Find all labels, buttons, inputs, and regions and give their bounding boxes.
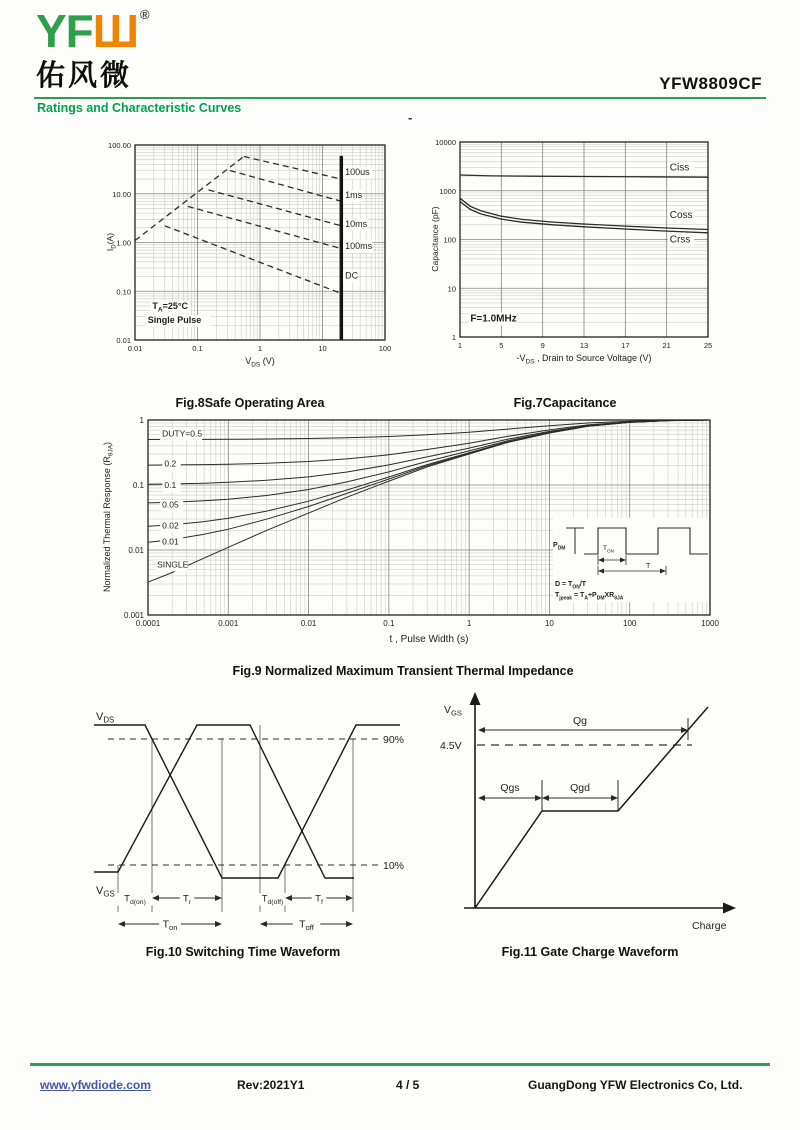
svg-text:0.01: 0.01: [162, 536, 179, 547]
svg-text:Qg: Qg: [572, 715, 588, 727]
soa-caption: Fig.8Safe Operating Area: [175, 396, 325, 410]
svg-text:DUTY=0.5: DUTY=0.5: [162, 428, 203, 439]
svg-text:10ms: 10ms: [345, 218, 368, 229]
thermal-impedance-chart: [98, 404, 740, 656]
svg-text:DC: DC: [345, 270, 359, 281]
svg-text:Single Pulse: Single Pulse: [147, 314, 202, 325]
capacitance-caption: Fig.7Capacitance: [513, 396, 617, 410]
svg-text:1.00: 1.00: [116, 238, 131, 248]
part-number: YFW8809CF: [659, 74, 762, 93]
svg-text:9: 9: [540, 341, 545, 350]
website-link[interactable]: www.yfwdiode.com: [40, 1078, 151, 1092]
svg-text:0.01: 0.01: [116, 336, 131, 345]
svg-text:Tjpeak = TA+PDMXRθJA: $T_{jpeak} = T_A+P_{DM}XR_{\theta JA}$: [555, 592, 624, 602]
svg-text:100.00: 100.00: [108, 141, 131, 150]
svg-text:Capacitance (pF): Capacitance (pF): [430, 206, 440, 272]
svg-text:1000: 1000: [701, 619, 719, 628]
svg-text:0.10: 0.10: [116, 287, 131, 297]
svg-text:25: 25: [703, 341, 713, 350]
svg-text:Ciss: Ciss: [669, 162, 690, 174]
svg-text:Crss: Crss: [669, 234, 691, 246]
svg-text:ID(A): $I_D(A)$: [105, 232, 118, 252]
logo-text-yf: YF: [36, 5, 93, 57]
svg-text:0.01: 0.01: [127, 344, 143, 353]
svg-text:10: 10: [447, 284, 456, 294]
revision-text: Rev:2021Y1: [237, 1078, 305, 1092]
soa-chart: [100, 137, 400, 369]
gate-charge-diagram: [430, 688, 750, 943]
svg-text:Charge: Charge: [692, 920, 727, 932]
svg-text:0.2: 0.2: [164, 458, 177, 469]
svg-text:Tf: $T_f$: [315, 893, 323, 906]
company-name: GuangDong YFW Electronics Co, Ltd.: [528, 1078, 743, 1092]
svg-text:1ms: 1ms: [345, 189, 363, 200]
svg-text:VGS: $V_{GS}$: [444, 704, 462, 718]
svg-text:Tr: $T_r$: [182, 893, 192, 906]
logo: [36, 5, 149, 57]
switching-waveform-diagram: [88, 700, 410, 942]
switching-caption: Fig.10 Switching Time Waveform: [145, 945, 341, 959]
svg-text:10000: 10000: [435, 138, 456, 147]
gate-charge-caption: Fig.11 Gate Charge Waveform: [501, 945, 679, 959]
svg-text:T: T: [646, 563, 651, 570]
svg-text:10: 10: [544, 619, 554, 628]
svg-text:1000: 1000: [439, 186, 456, 196]
svg-text:0.01: 0.01: [300, 619, 317, 628]
capacitance-chart: [430, 134, 730, 366]
svg-text:100: 100: [443, 235, 456, 245]
stray-mark: -: [408, 110, 413, 125]
svg-text:10.00: 10.00: [112, 189, 131, 199]
footer-rule: [30, 1063, 770, 1066]
svg-text:1: 1: [139, 416, 144, 425]
svg-text:0.1: 0.1: [192, 344, 203, 353]
svg-text:D = TON/T: $D = T_{ON}/T$: [555, 581, 587, 591]
svg-text:1: 1: [451, 333, 456, 342]
svg-text:0.1: 0.1: [164, 480, 177, 490]
svg-text:10%: 10%: [383, 860, 405, 872]
logo-text-w: Ш: [92, 5, 139, 57]
svg-text:Coss: Coss: [669, 209, 693, 221]
svg-text:Toff: $T_{off}$: [299, 918, 314, 932]
svg-text:SINGLE: SINGLE: [157, 559, 189, 570]
svg-text:0.05: 0.05: [162, 499, 179, 510]
svg-text:100us: 100us: [345, 166, 370, 177]
svg-text:Ton: $T_{on}$: [162, 918, 178, 932]
registered-trademark-icon: ®: [140, 7, 149, 22]
svg-text:0.01: 0.01: [128, 546, 144, 555]
svg-text:100ms: 100ms: [345, 240, 373, 251]
header-rule: [34, 97, 766, 99]
svg-text:0.001: 0.001: [218, 619, 239, 628]
svg-text:21: 21: [662, 341, 671, 350]
thermal-caption: Fig.9 Normalized Maximum Transient Thermal Impedance: [232, 664, 574, 678]
svg-text:0.02: 0.02: [162, 520, 179, 531]
svg-text:1: 1: [457, 341, 463, 350]
page-number: 4 / 5: [396, 1078, 420, 1092]
svg-text:VDS: $V_{DS}$: [96, 711, 115, 725]
svg-text:13: 13: [579, 341, 589, 350]
svg-text:Qgs: Qgs: [500, 782, 520, 794]
svg-text:1: 1: [466, 619, 472, 628]
svg-text:TON: $T_{ON}$: [603, 545, 615, 554]
svg-text:100: 100: [623, 619, 637, 628]
svg-text:Qgd: Qgd: [570, 782, 590, 794]
section-title: Ratings and Characteristic Curves: [37, 101, 242, 115]
svg-text:0.1: 0.1: [383, 619, 395, 628]
svg-text:1: 1: [257, 344, 263, 353]
svg-text:Td(off): $T_{d(off)}$: [261, 893, 284, 906]
svg-text:VDS (V): $V_{DS}$ (V): [245, 356, 275, 369]
svg-text:0.0001: 0.0001: [135, 619, 161, 628]
svg-text:Normalized Thermal Response (R: Normalized Thermal Response $(R_{\theta JA})$: [102, 441, 115, 593]
svg-text:PDM: $P_{DM}$: [553, 542, 566, 552]
logo-chinese: 佑风微: [36, 60, 133, 92]
svg-text:0.001: 0.001: [123, 611, 144, 620]
svg-text:VGS: $V_{GS}$: [96, 885, 115, 899]
svg-text:4.5V: 4.5V: [440, 740, 462, 752]
svg-text:17: 17: [621, 341, 630, 350]
svg-text:t , Pulse Width (s): t , Pulse Width (s): [389, 634, 469, 645]
svg-text:90%: 90%: [383, 734, 405, 746]
svg-text:100: 100: [378, 344, 392, 353]
svg-text:10: 10: [318, 344, 327, 353]
svg-text:5: 5: [499, 341, 504, 350]
svg-text:-VDS , Drain to Source Voltage: $-V_{DS}$ , Drain to Source Voltage (V): [516, 353, 652, 366]
svg-text:0.1: 0.1: [132, 481, 144, 490]
svg-text:F=1.0MHz: F=1.0MHz: [470, 313, 517, 325]
svg-text:Td(on): $T_{d(on)}$: [124, 893, 146, 906]
svg-text:TA=25°C: $T_A=25^\circ C$: [152, 300, 189, 314]
